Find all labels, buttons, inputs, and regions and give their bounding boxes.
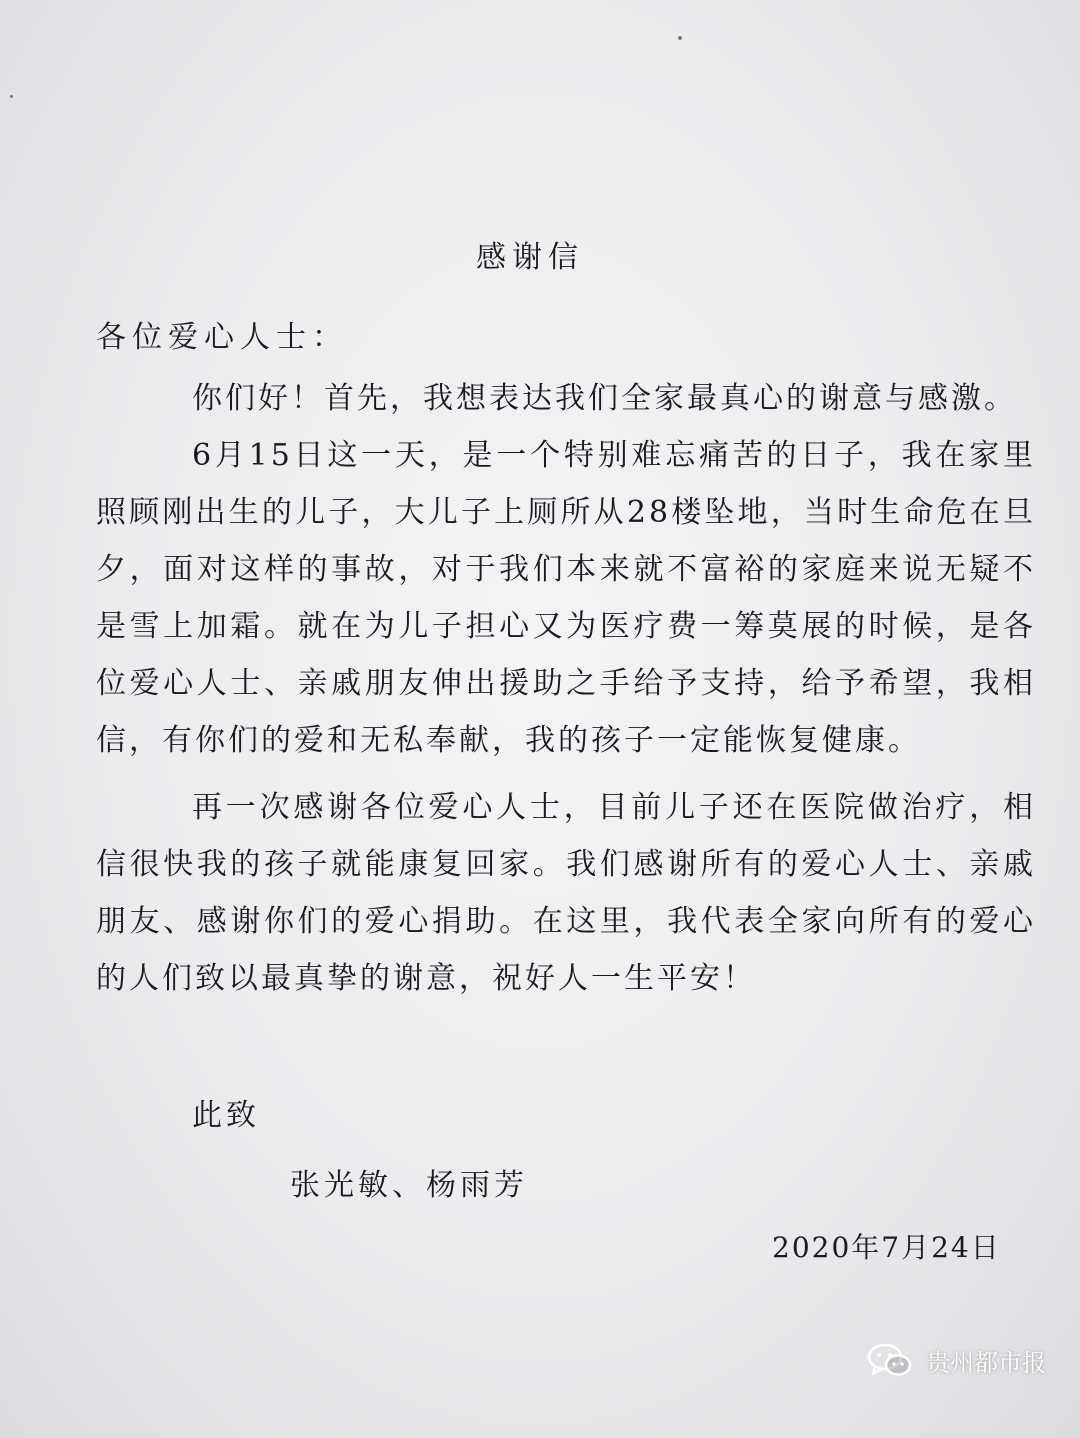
- letter-paragraph: 你们好！首先，我想表达我们全家最真心的谢意与感激。: [192, 381, 1017, 416]
- wechat-icon: [866, 1342, 914, 1378]
- letter-title: 感谢信: [476, 240, 584, 275]
- letter-closing: 此致: [192, 1098, 260, 1133]
- paper-speck: [10, 95, 13, 98]
- paper-speck: [678, 36, 682, 40]
- letter-salutation: 各位爱心人士：: [96, 320, 348, 355]
- letter-signers: 张光敏、杨雨芳: [290, 1168, 528, 1203]
- letter-date: 2020年7月24日: [772, 1231, 1001, 1264]
- letter-paragraph: 6月15日这一天，是一个特别难忘痛苦的日子，我在家里照顾刚出生的儿子，大儿子上厕所从28楼坠地，当时生命危在旦夕，面对这样的事故，对于我们本来就不富裕的家庭来说无疑不是雪上加霜。就在为儿子担心又为医疗费一筹莫展的时候，是各位爱心人士、亲戚朋友伸出援助之手给予支持，给予希望，我相信，有你们的爱和无私奉献，我的孩子一定能恢复健康。: [96, 438, 1036, 758]
- watermark-text: 贵州都市报: [926, 1348, 1046, 1377]
- source-watermark: [866, 1342, 1046, 1378]
- letter-paragraph: 再一次感谢各位爱心人士，目前儿子还在医院做治疗，相信很快我的孩子就能康复回家。我们感谢所有的爱心人士、亲戚朋友、感谢你们的爱心捐助。在这里，我代表全家向所有的爱心的人们致以最真挚的谢意，祝好人一生平安！: [96, 790, 1036, 996]
- letter-body: [96, 370, 1036, 1007]
